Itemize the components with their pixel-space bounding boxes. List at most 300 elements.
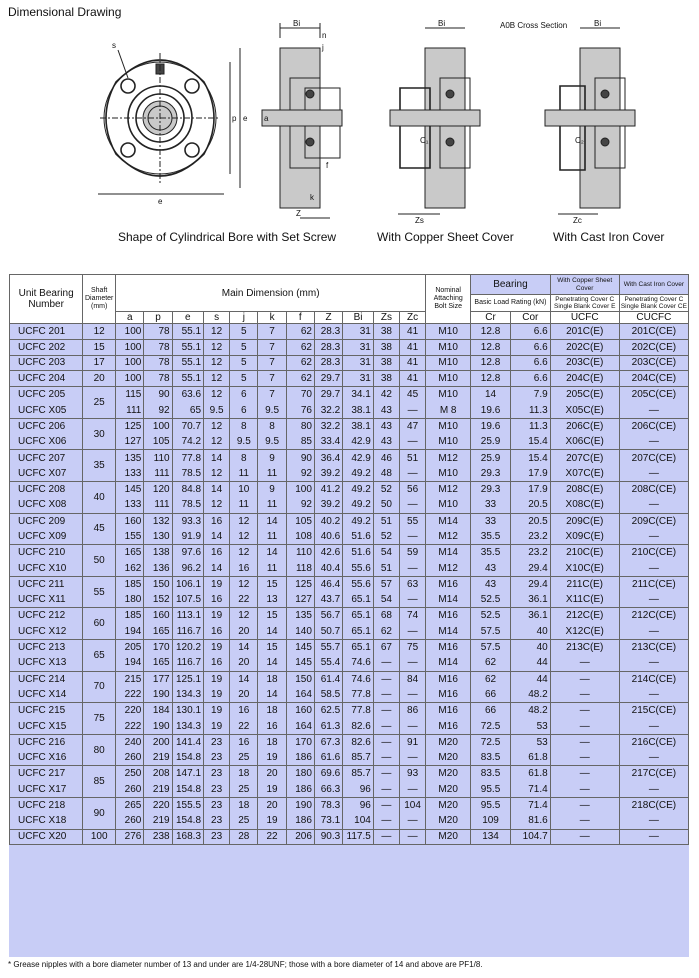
table-cell: 194 <box>116 655 144 671</box>
table-cell: 20 <box>258 797 286 813</box>
table-cell: 213C(CE) <box>619 639 688 655</box>
table-cell: 50.7 <box>314 624 342 640</box>
caption-cylindrical-bore: Shape of Cylindrical Bore with Set Screw <box>118 230 337 244</box>
shaft-diameter-cell: 100 <box>83 829 116 845</box>
table-cell: 23 <box>204 750 230 766</box>
table-cell: 109 <box>471 813 511 829</box>
table-cell: 133 <box>116 497 144 513</box>
label-c2: C₂ <box>575 136 584 145</box>
table-cell: M12 <box>426 481 471 497</box>
shaft-diameter-cell: 17 <box>83 355 116 371</box>
table-cell: 16 <box>230 734 258 750</box>
table-cell: 36.4 <box>314 450 342 466</box>
table-cell: 93.3 <box>172 513 203 529</box>
table-cell: 141.4 <box>172 734 203 750</box>
table-cell: 46 <box>373 450 399 466</box>
table-cell: 23 <box>204 797 230 813</box>
table-cell: 5 <box>230 355 258 371</box>
table-cell: 100 <box>144 418 172 434</box>
table-cell: 25 <box>230 750 258 766</box>
unit-bearing-number-cell: UCFC X18 <box>10 813 83 829</box>
unit-bearing-number-cell: UCFC 210 <box>10 545 83 561</box>
table-cell: 116.7 <box>172 655 203 671</box>
table-cell: 44 <box>510 671 550 687</box>
table-cell: M10 <box>426 371 471 387</box>
unit-bearing-number-cell: UCFC X14 <box>10 687 83 703</box>
table-cell: 74.2 <box>172 434 203 450</box>
table-cell: 120 <box>144 481 172 497</box>
table-cell: 92 <box>286 466 314 482</box>
table-cell: 205C(E) <box>550 387 619 403</box>
table-cell: X07C(E) <box>550 466 619 482</box>
table-cell: X12C(E) <box>550 624 619 640</box>
table-cell: 206C(CE) <box>619 418 688 434</box>
table-cell: 201C(CE) <box>619 324 688 340</box>
table-cell: 7 <box>258 339 286 355</box>
unit-bearing-number-cell: UCFC 203 <box>10 355 83 371</box>
table-cell: 55.4 <box>314 655 342 671</box>
label-f: f <box>326 161 329 170</box>
table-cell: 38.1 <box>343 418 374 434</box>
table-cell: 10 <box>230 481 258 497</box>
unit-bearing-number-cell: UCFC 214 <box>10 671 83 687</box>
table-cell: — <box>550 734 619 750</box>
table-cell: 6 <box>230 402 258 418</box>
table-cell: 11 <box>230 497 258 513</box>
table-cell: 54 <box>373 592 399 608</box>
table-cell: 125.1 <box>172 671 203 687</box>
table-cell: 16 <box>204 624 230 640</box>
table-cell: — <box>400 466 426 482</box>
table-cell: M16 <box>426 608 471 624</box>
header-dim-s: s <box>204 312 230 324</box>
table-cell: 19 <box>204 687 230 703</box>
table-cell: 11 <box>258 560 286 576</box>
table-cell: — <box>373 782 399 798</box>
table-cell: M14 <box>426 624 471 640</box>
table-cell: 145 <box>116 481 144 497</box>
table-cell: 62 <box>471 655 511 671</box>
table-cell: 25.9 <box>471 434 511 450</box>
unit-bearing-number-cell: UCFC 211 <box>10 576 83 592</box>
table-cell: 150 <box>286 671 314 687</box>
shaft-diameter-cell: 75 <box>83 703 116 735</box>
table-cell: 140 <box>286 624 314 640</box>
table-cell: 19.6 <box>471 418 511 434</box>
table-cell: — <box>400 829 426 845</box>
label-e-bottom: e <box>158 197 163 206</box>
table-cell: 20.5 <box>510 497 550 513</box>
table-cell: 25.9 <box>471 450 511 466</box>
table-cell: 117.5 <box>343 829 374 845</box>
table-cell: 55.6 <box>343 560 374 576</box>
table-cell: 168.3 <box>172 829 203 845</box>
table-cell: M16 <box>426 687 471 703</box>
table-cell: — <box>550 766 619 782</box>
table-cell: 8 <box>258 418 286 434</box>
table-cell: 18 <box>230 797 258 813</box>
table-cell: 15 <box>258 639 286 655</box>
table-cell: 177 <box>144 671 172 687</box>
table-cell: 84.8 <box>172 481 203 497</box>
table-cell: 120.2 <box>172 639 203 655</box>
unit-bearing-number-cell: UCFC X06 <box>10 434 83 450</box>
table-cell: 53 <box>510 718 550 734</box>
table-cell: 41 <box>400 324 426 340</box>
table-cell: — <box>619 750 688 766</box>
table-row <box>10 339 689 355</box>
table-cell: 69.6 <box>314 766 342 782</box>
table-cell: 20 <box>258 766 286 782</box>
table-cell: 33 <box>471 497 511 513</box>
table-cell: X06C(E) <box>550 434 619 450</box>
table-cell: 49.2 <box>343 497 374 513</box>
table-cell: 78 <box>144 324 172 340</box>
table-cell: 12.8 <box>471 371 511 387</box>
table-cell: 12 <box>204 434 230 450</box>
table-cell: — <box>373 797 399 813</box>
table-cell: 43 <box>471 560 511 576</box>
table-cell: — <box>619 434 688 450</box>
table-cell: 28.3 <box>314 324 342 340</box>
table-cell: 43 <box>373 402 399 418</box>
table-cell: M10 <box>426 387 471 403</box>
table-cell: 11 <box>258 466 286 482</box>
table-cell: 14 <box>258 687 286 703</box>
table-cell: 81.6 <box>510 813 550 829</box>
table-cell: X05C(E) <box>550 402 619 418</box>
table-cell: 65.1 <box>343 624 374 640</box>
table-cell: 36.1 <box>510 608 550 624</box>
table-cell: 213C(E) <box>550 639 619 655</box>
table-cell: 8 <box>230 450 258 466</box>
table-cell: 85 <box>286 434 314 450</box>
table-cell: 19 <box>204 576 230 592</box>
table-cell: 15.4 <box>510 434 550 450</box>
table-cell: 23 <box>204 782 230 798</box>
table-cell: X09C(E) <box>550 529 619 545</box>
table-cell: 23.2 <box>510 545 550 561</box>
table-cell: 91 <box>400 734 426 750</box>
table-cell: — <box>550 750 619 766</box>
table-cell: M16 <box>426 718 471 734</box>
table-cell: — <box>400 750 426 766</box>
table-cell: M10 <box>426 497 471 513</box>
table-cell: 14 <box>258 655 286 671</box>
table-cell: — <box>550 655 619 671</box>
table-cell: 9.5 <box>258 402 286 418</box>
table-cell: 70 <box>286 387 314 403</box>
table-cell: 35.5 <box>471 529 511 545</box>
table-cell: — <box>619 624 688 640</box>
table-cell: 76 <box>286 402 314 418</box>
table-cell: 83.5 <box>471 766 511 782</box>
table-cell: 85.7 <box>343 766 374 782</box>
unit-bearing-number-cell: UCFC X17 <box>10 782 83 798</box>
table-cell: — <box>550 687 619 703</box>
table-cell: — <box>400 497 426 513</box>
table-cell: 100 <box>116 355 144 371</box>
table-cell: 52 <box>373 481 399 497</box>
table-cell: 42.9 <box>343 450 374 466</box>
table-cell: 216C(CE) <box>619 734 688 750</box>
table-cell: 11 <box>230 466 258 482</box>
table-cell: 15.4 <box>510 450 550 466</box>
table-cell: 155.5 <box>172 797 203 813</box>
table-cell: M20 <box>426 829 471 845</box>
table-cell: 6.6 <box>510 355 550 371</box>
unit-bearing-number-cell: UCFC X12 <box>10 624 83 640</box>
table-cell: 19 <box>258 750 286 766</box>
table-cell: — <box>373 734 399 750</box>
table-cell: 42 <box>373 387 399 403</box>
table-cell: 194 <box>116 624 144 640</box>
table-cell: 207C(CE) <box>619 450 688 466</box>
table-cell: 14 <box>230 639 258 655</box>
table-cell: 208C(CE) <box>619 481 688 497</box>
table-cell: 82.6 <box>343 718 374 734</box>
table-cell: 54 <box>373 545 399 561</box>
table-cell: 12 <box>204 339 230 355</box>
table-cell: 5 <box>230 339 258 355</box>
header-cucfc-code: CUCFC <box>619 312 688 324</box>
table-cell: 6 <box>230 387 258 403</box>
table-cell: 211C(CE) <box>619 576 688 592</box>
table-cell: 96 <box>343 782 374 798</box>
table-cell: 67 <box>373 639 399 655</box>
table-cell: 210C(E) <box>550 545 619 561</box>
table-row <box>10 545 689 561</box>
table-cell: 160 <box>144 608 172 624</box>
caption-cast-iron-cover: With Cast Iron Cover <box>553 230 665 244</box>
table-cell: 22 <box>258 829 286 845</box>
table-cell: X08C(E) <box>550 497 619 513</box>
table-cell: 16 <box>230 560 258 576</box>
table-cell: 92 <box>144 402 172 418</box>
table-cell: 90 <box>144 387 172 403</box>
table-cell: — <box>373 829 399 845</box>
table-cell: 106.1 <box>172 576 203 592</box>
header-dim-a: a <box>116 312 144 324</box>
table-cell: 11.3 <box>510 418 550 434</box>
table-cell: 19 <box>258 782 286 798</box>
table-cell: 218C(CE) <box>619 797 688 813</box>
table-cell: 39.2 <box>314 466 342 482</box>
table-cell: 14 <box>204 560 230 576</box>
table-cell: 14 <box>204 529 230 545</box>
table-cell: — <box>400 655 426 671</box>
table-cell: — <box>373 703 399 719</box>
table-cell: 18 <box>258 703 286 719</box>
table-cell: M20 <box>426 797 471 813</box>
table-cell: 184 <box>144 703 172 719</box>
unit-bearing-number-cell: UCFC X13 <box>10 655 83 671</box>
header-dim-z: Z <box>314 312 342 324</box>
table-cell: M16 <box>426 639 471 655</box>
table-cell: M14 <box>426 545 471 561</box>
table-cell: 31 <box>343 371 374 387</box>
unit-bearing-number-cell: UCFC 213 <box>10 639 83 655</box>
table-cell: M16 <box>426 671 471 687</box>
table-cell: 62 <box>373 624 399 640</box>
table-cell: M20 <box>426 750 471 766</box>
table-cell: 180 <box>116 592 144 608</box>
table-row <box>10 324 689 340</box>
table-cell: 90 <box>286 450 314 466</box>
table-cell: 55 <box>400 513 426 529</box>
table-cell: 22 <box>230 592 258 608</box>
table-cell: 51.6 <box>343 529 374 545</box>
table-cell: 206C(E) <box>550 418 619 434</box>
table-cell: 78 <box>144 371 172 387</box>
table-cell: — <box>619 466 688 482</box>
table-cell: 34.1 <box>343 387 374 403</box>
side-view-1 <box>262 19 342 218</box>
table-cell: M10 <box>426 355 471 371</box>
table-cell: 14 <box>258 624 286 640</box>
table-cell: — <box>373 766 399 782</box>
table-cell: 55.1 <box>172 371 203 387</box>
table-cell: M14 <box>426 655 471 671</box>
table-cell: 220 <box>144 797 172 813</box>
table-cell: — <box>619 592 688 608</box>
table-cell: 80 <box>286 418 314 434</box>
table-cell: 160 <box>286 703 314 719</box>
table-cell: 201C(E) <box>550 324 619 340</box>
table-cell: 185 <box>116 608 144 624</box>
table-cell: 9 <box>258 450 286 466</box>
table-cell: M12 <box>426 450 471 466</box>
shaft-diameter-cell: 85 <box>83 766 116 798</box>
table-row <box>10 576 689 592</box>
table-cell: 19 <box>204 671 230 687</box>
unit-bearing-number-cell: UCFC X09 <box>10 529 83 545</box>
table-cell: — <box>400 560 426 576</box>
table-cell: 214C(CE) <box>619 671 688 687</box>
header-unit-bearing-number: Unit Bearing Number <box>10 275 83 324</box>
table-row <box>10 371 689 387</box>
header-main-dimension: Main Dimension (mm) <box>116 275 426 312</box>
table-cell: — <box>400 529 426 545</box>
table-cell: 41.2 <box>314 481 342 497</box>
table-row <box>10 639 689 655</box>
table-cell: 15 <box>258 608 286 624</box>
table-cell: 147.1 <box>172 766 203 782</box>
table-cell: 57.5 <box>471 624 511 640</box>
table-cell: 207C(E) <box>550 450 619 466</box>
unit-bearing-number-cell: UCFC X08 <box>10 497 83 513</box>
table-cell: 55.6 <box>343 576 374 592</box>
table-cell: — <box>550 797 619 813</box>
table-cell: 78 <box>144 339 172 355</box>
table-cell: 190 <box>286 797 314 813</box>
table-cell: 95.5 <box>471 782 511 798</box>
table-cell: 212C(E) <box>550 608 619 624</box>
table-cell: 125 <box>116 418 144 434</box>
header-dim-zc: Zc <box>400 312 426 324</box>
table-cell: 45 <box>400 387 426 403</box>
unit-bearing-number-cell: UCFC X11 <box>10 592 83 608</box>
table-cell: 5 <box>230 371 258 387</box>
footnote: * Grease nipples with a bore diameter number of 13 and under are 1/4-28UNF; those with a bore diameter of 14 and above are PF1/8. <box>8 960 483 969</box>
table-cell: — <box>619 402 688 418</box>
table-cell: 50 <box>373 497 399 513</box>
table-cell: 61.6 <box>314 750 342 766</box>
unit-bearing-number-cell: UCFC X07 <box>10 466 83 482</box>
shaft-diameter-cell: 70 <box>83 671 116 703</box>
table-cell: 48.2 <box>510 703 550 719</box>
table-cell: 18 <box>258 671 286 687</box>
table-row <box>10 766 689 782</box>
table-cell: — <box>550 782 619 798</box>
table-cell: 12.8 <box>471 324 511 340</box>
table-cell: 208 <box>144 766 172 782</box>
side-view-3 <box>545 19 635 225</box>
shaft-diameter-cell: 50 <box>83 545 116 577</box>
table-cell: 105 <box>286 513 314 529</box>
table-cell: 14 <box>258 513 286 529</box>
table-cell: 5 <box>230 324 258 340</box>
table-cell: 71.4 <box>510 782 550 798</box>
table-cell: 51 <box>400 450 426 466</box>
table-cell: 83.5 <box>471 750 511 766</box>
table-cell: M14 <box>426 592 471 608</box>
table-cell: 52.5 <box>471 608 511 624</box>
table-cell: 104 <box>343 813 374 829</box>
unit-bearing-number-cell: UCFC 208 <box>10 481 83 497</box>
table-cell: 19.6 <box>471 402 511 418</box>
unit-bearing-number-cell: UCFC 204 <box>10 371 83 387</box>
table-cell: — <box>400 782 426 798</box>
table-cell: 70.7 <box>172 418 203 434</box>
table-row <box>10 671 689 687</box>
table-cell: — <box>619 829 688 845</box>
header-dim-f: f <box>286 312 314 324</box>
table-cell: 29.4 <box>510 576 550 592</box>
label-e: e <box>243 114 248 123</box>
table-cell: — <box>619 497 688 513</box>
table-cell: 43 <box>373 418 399 434</box>
table-cell: 63 <box>400 576 426 592</box>
table-cell: 125 <box>286 576 314 592</box>
table-cell: — <box>373 655 399 671</box>
table-cell: 219 <box>144 782 172 798</box>
table-cell: 55.1 <box>172 324 203 340</box>
header-basic-load-rating: Basic Load Rating (kN) <box>471 295 551 312</box>
unit-bearing-number-cell: UCFC 218 <box>10 797 83 813</box>
table-cell: 56 <box>400 481 426 497</box>
table-cell: 170 <box>144 639 172 655</box>
shaft-diameter-cell: 15 <box>83 339 116 355</box>
table-cell: 31 <box>343 324 374 340</box>
table-cell: 78 <box>144 355 172 371</box>
header-iron-cover: With Cast Iron Cover <box>619 275 688 295</box>
table-cell: 6.6 <box>510 324 550 340</box>
table-cell: 185 <box>116 576 144 592</box>
table-cell: 67.3 <box>314 734 342 750</box>
table-cell: — <box>619 782 688 798</box>
table-cell: 48.2 <box>510 687 550 703</box>
table-cell: 133 <box>116 466 144 482</box>
table-cell: 22 <box>230 718 258 734</box>
table-cell: 52.5 <box>471 592 511 608</box>
table-cell: 16 <box>204 592 230 608</box>
header-dim-e: e <box>172 312 203 324</box>
table-cell: 59 <box>400 545 426 561</box>
shaft-diameter-cell: 80 <box>83 734 116 766</box>
table-cell: 111 <box>116 402 144 418</box>
table-cell: 260 <box>116 750 144 766</box>
